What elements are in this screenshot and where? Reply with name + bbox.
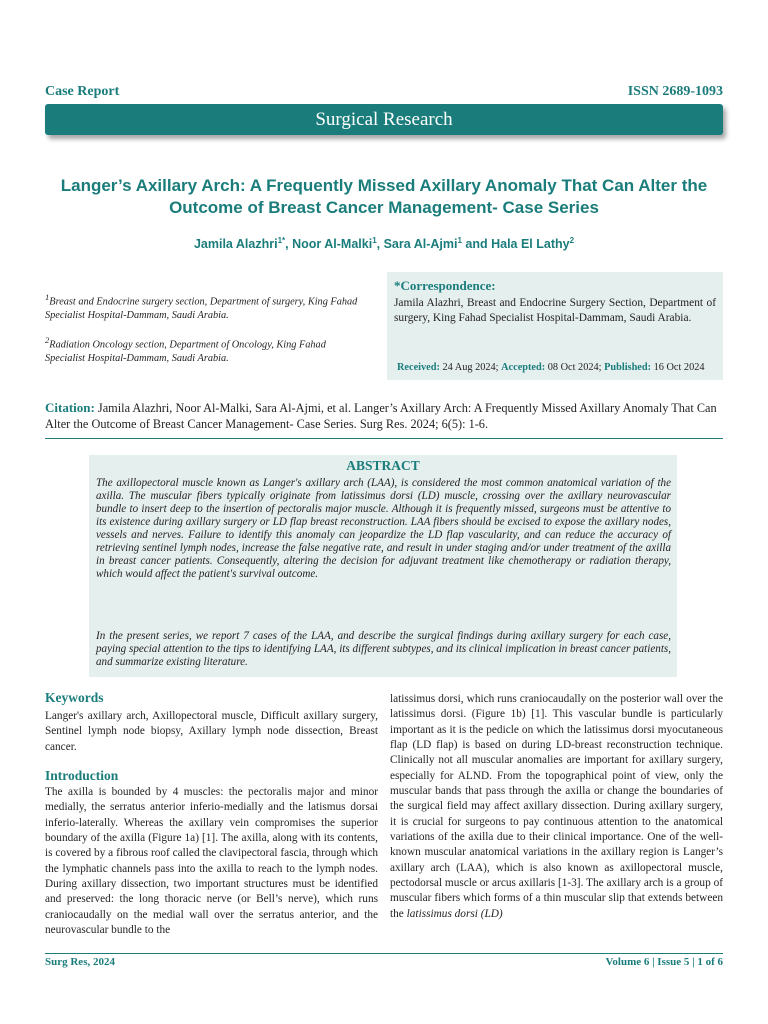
introduction-right-italic: latissimus dorsi (LD) xyxy=(406,907,503,920)
correspondence-box xyxy=(387,272,723,380)
footer-page-info: Volume 6 | Issue 5 | 1 of 6 xyxy=(605,956,723,968)
accepted-label: Accepted: xyxy=(501,362,546,373)
affiliation-sup: 2 xyxy=(45,335,50,345)
keywords-heading: Keywords xyxy=(45,690,104,705)
author-separator: , xyxy=(285,237,293,252)
received-date: 24 Aug 2024; xyxy=(442,362,499,373)
author-name: Sara Al-Ajmi xyxy=(383,237,458,252)
affiliation-text: Radiation Oncology section, Department of Oncology, King Fahad Specialist Hospital-Dammam, Saudi Arabia. xyxy=(45,339,326,365)
published-date: 16 Oct 2024 xyxy=(653,362,705,373)
citation xyxy=(45,400,725,432)
citation-label: Citation: xyxy=(45,400,95,415)
abstract-box xyxy=(89,455,677,677)
paper-title: Langer’s Axillary Arch: A Frequently Missed Axillary Anomaly That Can Alter the Outcome of Breast Cancer Management- Case Series xyxy=(60,176,708,217)
author-list xyxy=(50,236,718,251)
author-sup: 2 xyxy=(569,236,575,245)
introduction-right-text: latissimus dorsi, which runs craniocaudally on the posterior wall over the latissimus dorsi. (Figure 1b) [1]. This vascular bundle is particularly important as it is the pedicle on which the latissimus dorsi myocutaneous flap (LD flap) is based on during LD-breast reconstruction technique. Clinically not all muscular anomalies are important for axillary surgery, especially for ALND. From the topographical point of view, only the muscular bands that pass through the axilla or change the boundaries of the surgical field may affect axillary dissection. During axillary surgery, it is crucial for surgeons to pay continuous attention to the anatomical variations of the axilla due to their clinical importance. One of the well-known muscular anatomical variations in the axillary region is Langer’s axillary arch (LAA), which is also known as axillopectoral muscle, pectodorsal muscle or arcus axillaris [1-3]. The axillary arch is a group of muscular fibers which forms of a thin muscular slip that extends between the xyxy=(390,693,723,920)
author-sup: 1 xyxy=(372,236,377,245)
issn: ISSN 2689-1093 xyxy=(627,84,723,99)
author-name: Jamila Alazhri xyxy=(193,237,278,252)
divider xyxy=(45,438,723,439)
correspondence-heading: *Correspondence: xyxy=(394,278,496,293)
author-separator: , xyxy=(376,237,384,252)
author-separator: and xyxy=(461,237,492,252)
journal-banner: Surgical Research xyxy=(45,104,723,135)
received-label: Received: xyxy=(397,362,440,373)
keywords-text: Langer's axillary arch, Axillopectoral muscle, Difficult axillary surgery, Sentinel lymph node biopsy, Axillary lymph node dissection, Breast cancer. xyxy=(45,710,378,753)
header-row xyxy=(45,84,723,102)
introduction-right-column xyxy=(390,692,723,922)
correspondence-body: Jamila Alazhri, Breast and Endocrine Surgery Section, Department of surgery, King Fahad Specialist Hospital-Dammam, Saudi Arabia. xyxy=(394,297,716,324)
footer-journal: Surg Res, 2024 xyxy=(45,956,115,968)
affiliation-1 xyxy=(45,290,365,323)
introduction-heading: Introduction xyxy=(45,768,119,783)
footer-rule xyxy=(45,953,723,954)
introduction-left-column: The axilla is bounded by 4 muscles: the pectoralis major and minor medially, the serratus anterior inferio-medially and the latismus dorsai inferio-laterally. Whereas the axillary vein compromises the superior boundary of the axilla (Figure 1a) [1]. The axilla, along with its contents, is covered by a fibrous roof called the clavipectoral fascia, through which the lymphatic channels pass into the axilla to reach to the lymph nodes. During axillary dissection, two important structures must be identified and preserved: the long thoracic nerve (or Bell’s nerve), which runs craniocaudally on the medial wall over the serratus anterior, and the neurovascular bundle to the xyxy=(45,786,378,937)
affiliation-2 xyxy=(45,333,365,366)
abstract-heading: ABSTRACT xyxy=(346,458,420,473)
article-dates xyxy=(397,360,705,375)
author-name: Hala El Lathy xyxy=(491,237,570,252)
affiliation-text: Breast and Endocrine surgery section, Department of surgery, King Fahad Specialist Hospital-Dammam, Saudi Arabia. xyxy=(45,296,358,322)
affiliation-sup: 1 xyxy=(45,292,50,302)
article-type: Case Report xyxy=(45,84,120,99)
citation-text: Jamila Alazhri, Noor Al-Malki, Sara Al-Ajmi, et al. Langer’s Axillary Arch: A Frequently Missed Axillary Anomaly That Can Alter the Outcome of Breast Cancer Management- Case Series. Surg Res. 2024; 6(5): 1-6. xyxy=(45,401,717,431)
abstract-paragraph-2: In the present series, we report 7 cases of the LAA, and describe the surgical findings during axillary surgery for each case, paying special attention to the tips to identifying LAA, its different subtypes, and its clinical implication in breast cancer patients, and summarize existing literature. xyxy=(96,630,671,668)
author-sup: 1* xyxy=(277,236,286,245)
published-label: Published: xyxy=(604,362,652,373)
abstract-paragraph-1: The axillopectoral muscle known as Langer's axillary arch (LAA), is considered the most common anatomical variation of the axilla. The muscular fibers typically originate from latissimus dorsi (LD) muscle, crossing over the axillary neurovascular bundle to insert deep to the insertion of pectoralis major muscle. Although it is frequently missed, surgeons must be attentive to its existence during axillary surgery or LD flap breast reconstruction. LAA fibers should be excised to expose the axillary nodes, vessels and nerves. Failure to identify this anomaly can jeopardize the LD flap vascularity, and can reduce the accuracy of retrieving sentinel lymph nodes, increase the false negative rate, and result in under staging and/or under treatment of the axilla in breast cancer patients. Consequently, altering the decision for adjuvant treatment like chemotherapy or radiation therapy, which would affect the patient's survival outcome. xyxy=(96,477,671,580)
author-name: Noor Al-Malki xyxy=(292,237,373,252)
accepted-date: 08 Oct 2024; xyxy=(547,362,602,373)
author-sup: 1 xyxy=(457,236,462,245)
